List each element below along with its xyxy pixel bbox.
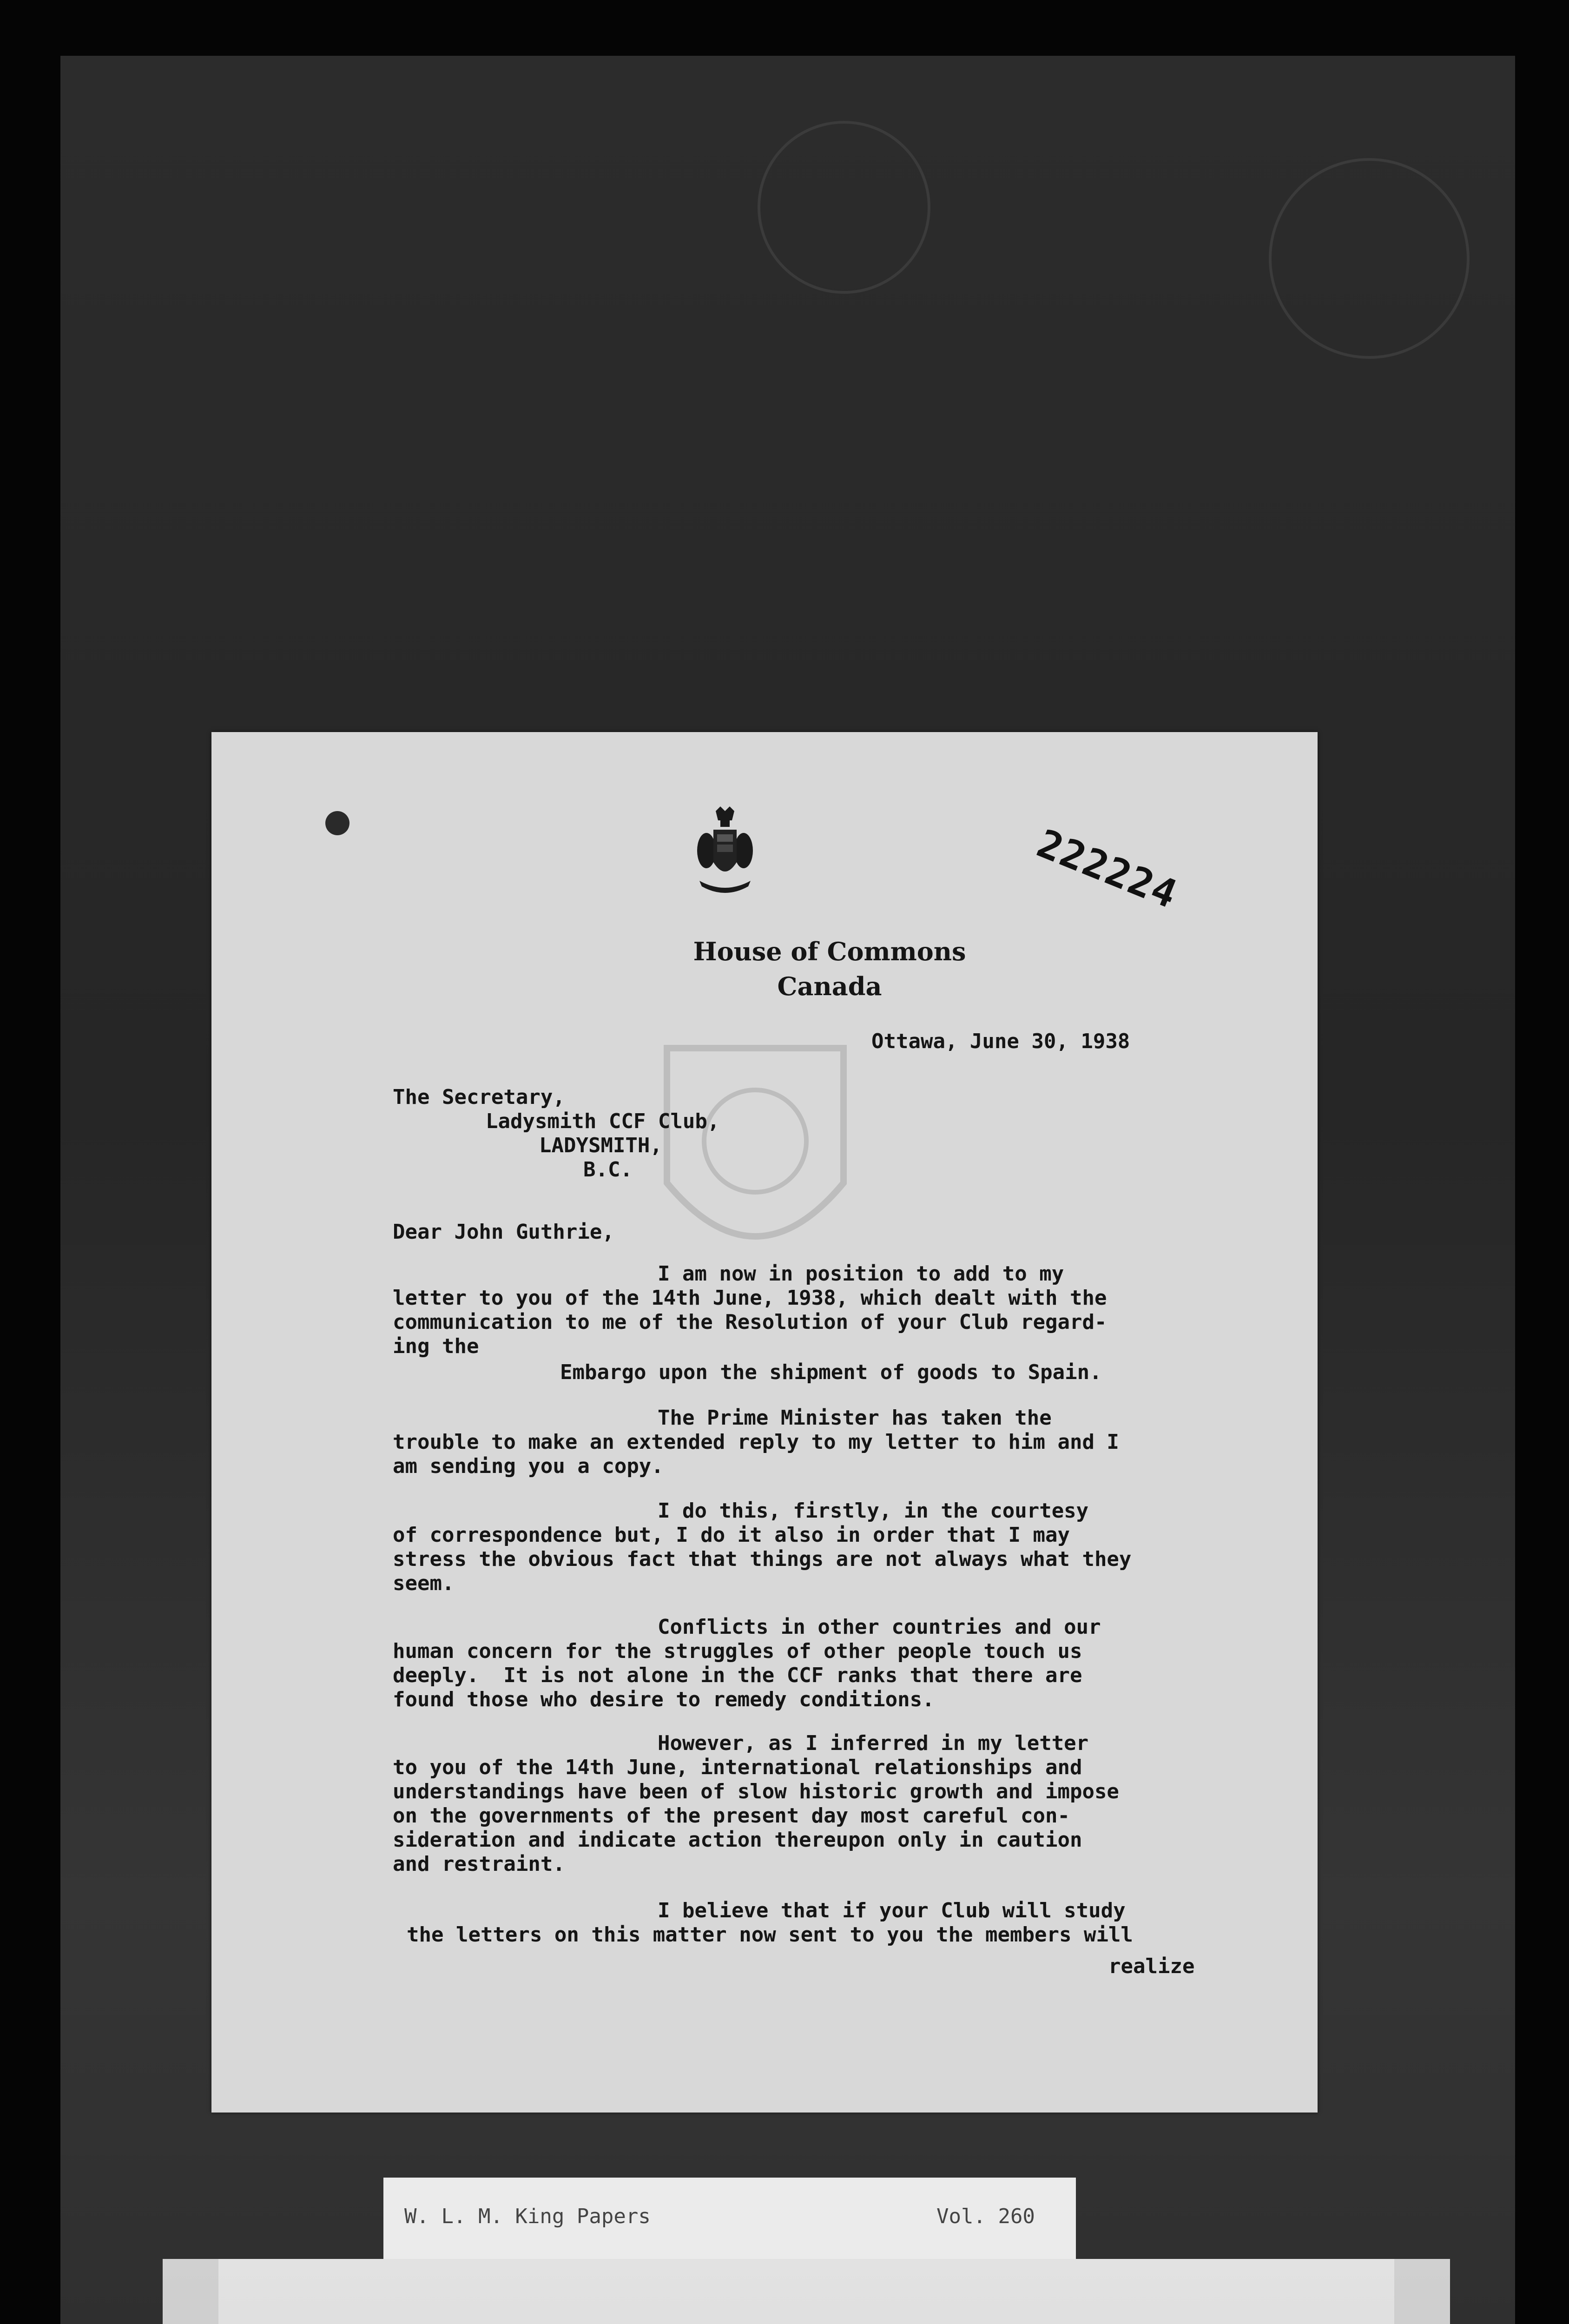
- body-line: ing the: [393, 1334, 479, 1358]
- letterhead-subtitle: Canada: [777, 971, 882, 1001]
- body-line: on the governments of the present day most careful con-: [393, 1804, 1070, 1828]
- background-watermark: [758, 121, 930, 294]
- body-line: The Prime Minister has taken the: [658, 1406, 1052, 1430]
- coat-of-arms-icon: [695, 806, 755, 895]
- body-line: Conflicts in other countries and our: [658, 1615, 1101, 1639]
- background-watermark: [1269, 158, 1470, 359]
- address-line: B.C.: [583, 1158, 633, 1182]
- collection-label: [383, 2178, 1076, 2259]
- body-line: seem.: [393, 1571, 455, 1595]
- body-line: trouble to make an extended reply to my letter to him and I: [393, 1430, 1119, 1454]
- body-line: deeply. It is not alone in the CCF ranks that there are: [393, 1664, 1082, 1687]
- body-line: letter to you of the 14th June, 1938, which dealt with the: [393, 1286, 1107, 1310]
- volume-number: Vol. 260: [936, 2205, 1035, 2228]
- address-line: The Secretary,: [393, 1085, 565, 1109]
- address-line: Ladysmith CCF Club,: [486, 1109, 720, 1133]
- address-line: LADYSMITH,: [539, 1134, 662, 1157]
- body-line: human concern for the struggles of other people touch us: [393, 1639, 1082, 1663]
- body-line: to you of the 14th June, international relationships and: [393, 1756, 1082, 1779]
- collection-name: W. L. M. King Papers: [404, 2205, 651, 2228]
- body-line: I believe that if your Club will study: [658, 1899, 1126, 1922]
- letterhead-title: House of Commons: [693, 937, 966, 966]
- body-line: sideration and indicate action thereupon only in caution: [393, 1828, 1082, 1852]
- card-edge: [163, 2259, 218, 2324]
- body-line: However, as I inferred in my letter: [658, 1731, 1089, 1755]
- catchword: realize: [1108, 1954, 1195, 1978]
- body-line: the letters on this matter now sent to you the members will: [407, 1923, 1133, 1947]
- body-line: I do this, firstly, in the courtesy: [658, 1499, 1089, 1523]
- body-line: found those who desire to remedy conditions.: [393, 1688, 935, 1711]
- shield-watermark-icon: [658, 1030, 853, 1290]
- body-line: I am now in position to add to my: [658, 1262, 1064, 1286]
- body-line: Embargo upon the shipment of goods to Spain.: [560, 1360, 1102, 1384]
- document-number-stamp: 222224: [1031, 820, 1184, 918]
- date-line: Ottawa, June 30, 1938: [871, 1030, 1130, 1053]
- body-line: of correspondence but, I do it also in order that I may: [393, 1523, 1070, 1547]
- body-line: and restraint.: [393, 1852, 565, 1876]
- body-line: understandings have been of slow historic growth and impose: [393, 1780, 1119, 1803]
- letter-page: [211, 732, 1318, 2113]
- body-line: am sending you a copy.: [393, 1454, 664, 1478]
- body-line: communication to me of the Resolution of your Club regard-: [393, 1310, 1107, 1334]
- body-line: stress the obvious fact that things are not always what they: [393, 1547, 1132, 1571]
- card-edge: [1394, 2259, 1450, 2324]
- salutation: Dear John Guthrie,: [393, 1220, 614, 1244]
- archive-card: [163, 2259, 1450, 2324]
- punch-hole: [325, 811, 349, 835]
